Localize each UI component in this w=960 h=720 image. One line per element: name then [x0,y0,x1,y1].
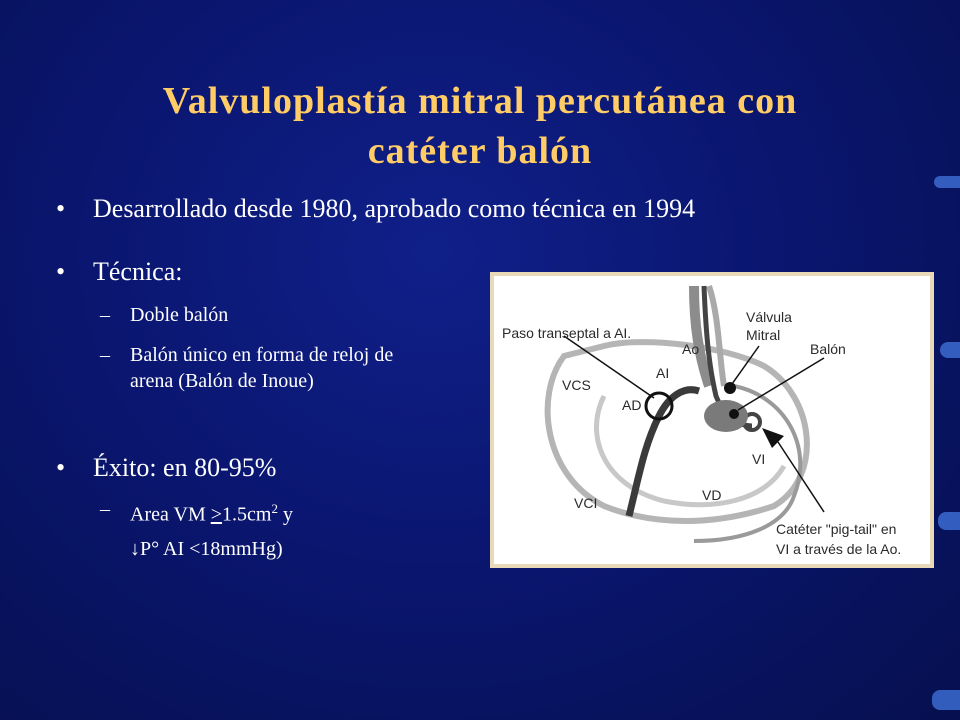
label-paso-transeptal: Paso transeptal a AI. [502,325,632,341]
area-value: 1.5cm [222,503,272,526]
sub-text: Doble balón [130,304,229,326]
label-cateter-2: VI a través de la Ao. [776,541,902,557]
label-vd: VD [702,487,722,503]
balloon-shape [704,400,748,432]
bullet-marker: • [56,194,66,223]
label-vci: VCI [574,495,598,511]
sub-text-area [130,496,293,528]
ge-symbol: > [210,503,223,526]
valvuloplasty-diagram [490,272,934,568]
bullet-text: Éxito: en 80-95% [93,453,277,482]
label-balon: Balón [810,341,846,357]
sub-text-line2: arena (Balón de Inoue) [130,370,314,392]
area-superscript: 2 [271,501,278,516]
slide-title-line2: catéter balón [367,130,593,172]
mitral-valve-dot [724,382,736,394]
bullet-marker: • [56,257,66,286]
label-ai: AI [656,365,670,381]
label-valvula-1: Válvula [746,309,792,325]
balloon-dot [729,409,739,419]
decorative-rim [938,512,960,530]
decorative-rim [934,176,960,188]
label-valvula-2: Mitral [746,327,781,343]
slide-title [70,76,890,176]
bullet-marker: • [56,453,66,482]
diagram-canvas [494,276,930,564]
slide-title-line1: Valvuloplastía mitral percutánea con [162,80,798,122]
sub-marker: – [100,498,110,520]
label-ad: AD [622,397,642,413]
bullet-text: Desarrollado desde 1980, aprobado como técnica en 1994 [93,194,696,223]
sub-text-line1: Balón único en forma de reloj de [130,344,394,366]
label-vi: VI [752,451,766,467]
decorative-rim [932,690,960,710]
area-prefix: Area VM [130,503,211,526]
label-vcs: VCS [562,377,591,393]
sub-marker: – [100,344,110,366]
heart-diagram-svg [494,276,930,564]
pointer-line-balon [738,358,824,410]
decorative-rim [940,342,960,358]
label-cateter-1: Catéter "pig-tail" en [776,521,897,537]
sub-marker: – [100,304,110,326]
area-suffix: y [277,503,293,526]
label-ao: Ao [682,341,700,357]
sub-text-pressure: ↓P° AI <18mmHg) [130,538,283,560]
bullet-text: Técnica: [93,257,183,286]
